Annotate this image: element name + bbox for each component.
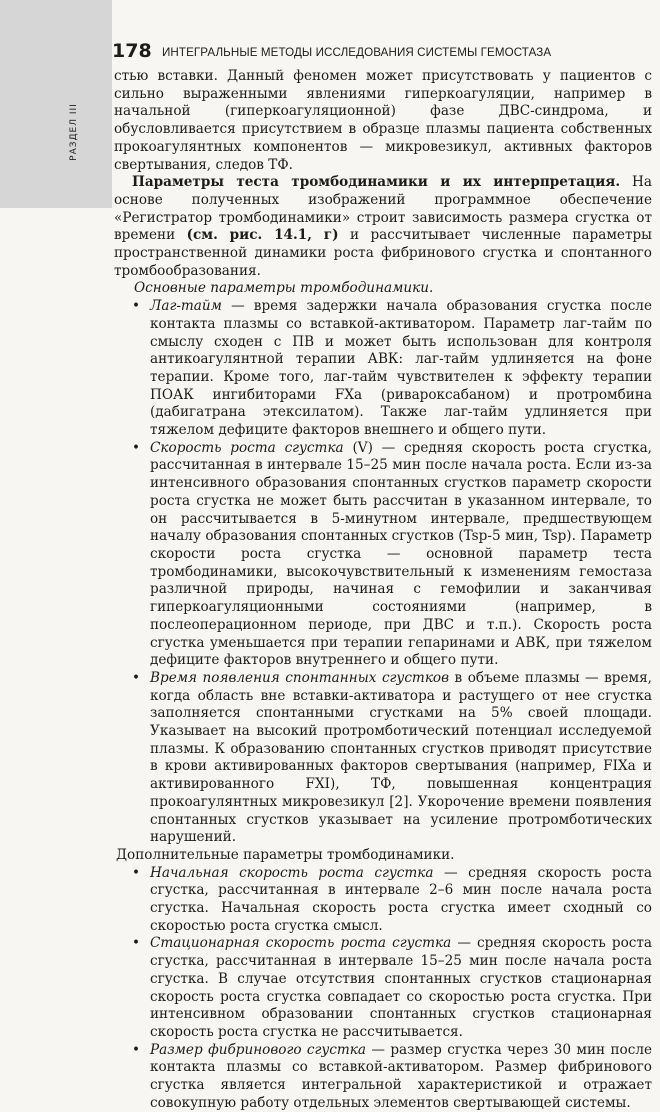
extra-params-list — [114, 865, 652, 1112]
sidebar-shade — [0, 0, 112, 208]
main-params-title: Основные параметры тромбодинамики. — [134, 280, 434, 297]
figure-reference: (см. рис. 14.1, г) — [186, 227, 339, 244]
bullet-icon: • — [132, 439, 141, 456]
term-spontaneous-clots-time: Время появления спонтанных сгустков — [150, 669, 450, 686]
desc-fibrin-clot-size: — размер сгустка через 30 мин после контакта плазмы со вставкой-активатором. Размер фибринового сгустка является интегральной характеристикой и отражает совокупную работу отдельных элементов свертывающей системы. — [150, 1041, 652, 1111]
bullet-icon: • — [132, 935, 141, 952]
main-params-list — [114, 298, 652, 847]
bullet-icon: • — [132, 669, 141, 686]
term-initial-growth-rate: Начальная скорость роста сгустка — [150, 864, 434, 881]
bullet-icon: • — [132, 1041, 141, 1058]
desc-initial-growth-rate: — средняя скорость роста сгустка, рассчитанная в интервале 2–6 мин после начала роста сгустка. Начальная скорость роста сгустка имеет сходный со скоростью роста сгустка смысл. — [150, 864, 652, 934]
desc-spontaneous-clots-time: в объеме плазмы — время, когда область вне вставки-активатора и растущего от нее сгустка заполняется спонтанными сгустками на 5% своей площади. Указывает на высокий протромботический потенциал исследуемой плазмы. К образованию спонтанных сгустков приводят присутствие в крови активированных факторов свертывания (например, FIXa и активированного FXI), ТФ, повышенная концентрация прокоагулянтных микровезикул [2]. Укорочение времени появления спонтанных сгустков указывает на усиление протромботических нарушений. — [150, 669, 653, 846]
term-clot-growth-rate: Скорость роста сгустка — [150, 439, 344, 456]
bullet-icon: • — [132, 864, 141, 881]
params-paragraph — [114, 174, 652, 280]
params-text-1: На основе полученных изображений программное обеспечение «Регистратор тромбодинамики» строит зависимость размера сгустка от времени — [114, 174, 652, 244]
term-lag-time: Лаг-тайм — [150, 298, 222, 315]
list-item-initial-growth-rate — [132, 864, 652, 936]
list-item-clot-growth-rate — [132, 439, 652, 670]
list-item-fibrin-clot-size — [132, 1041, 652, 1112]
term-stationary-growth-rate: Стационарная скорость роста сгустка — [150, 935, 452, 952]
page-header — [112, 36, 652, 64]
params-heading: Параметры теста тромбодинамики и их интерпретация. — [132, 174, 621, 191]
desc-stationary-growth-rate: — средняя скорость роста сгустка, рассчитанная в интервале 15–25 мин после начала роста сгустка. В случае отсутствия спонтанных сгустков стационарная скорость роста сгустка совпадает со скоростью роста сгустка. При интенсивном образовании спонтанных сгустков стационарная скорость роста сгустка не рассчитывается. — [150, 935, 652, 1040]
term-fibrin-clot-size: Размер фибринового сгустка — [150, 1041, 366, 1058]
list-item-stationary-growth-rate — [132, 935, 652, 1041]
desc-clot-growth-rate: (V) — средняя скорость роста сгустка, рассчитанная в интервале 15–25 мин после начала роста. Если из-за интенсивного образования спонтанных сгустков параметр скорости роста сгустка не может быть рассчитан в указанном интервале, то он рассчитывается в 5-минутном интервале, предшествующем началу образования спонтанных сгустков (Tsp-5 мин, Tsp). Параметр скорости роста сгустка — основной параметр теста тромбодинамики, высокочувствительный к изменениям гемостаза различной природы, начиная с гемофилии и заканчивая гиперкоагуляционными состояниями (например, в послеоперационном периоде, при ДВС и т.п.). Скорость роста сгустка уменьшается при терапии гепаринами и АВК, при тяжелом дефиците факторов внутреннего и общего пути. — [150, 439, 652, 669]
bullet-icon: • — [132, 298, 141, 315]
desc-lag-time: — время задержки начала образования сгустка после контакта плазмы со вставкой-активатором. Параметр лаг-тайм по смыслу сходен с ПВ и может быть использован для контроля антикоагулянтной терапии АВК: лаг-тайм удлиняется на фоне терапии. Кроме того, лаг-тайм чувствителен к эффекту терапии ПОАК ингибиторами FXa (ривароксабаном) и протромбина (дабигатрана этексилатом). Также лаг-тайм удлиняется при тяжелом дефиците факторов внешнего и общего пути. — [150, 298, 652, 439]
running-title: ИНТЕГРАЛЬНЫЕ МЕТОДЫ ИССЛЕДОВАНИЯ СИСТЕМЫ ГЕМОСТАЗА — [162, 46, 552, 59]
page-content — [114, 68, 652, 1112]
list-item-spontaneous-clots-time — [132, 669, 653, 847]
extra-params-title: Дополнительные параметры тромбодинамики. — [116, 846, 455, 863]
intro-paragraph: стью вставки. Данный феномен может присутствовать у пациентов с сильно выраженными явлениями гиперкоагуляции, например в начальной (гиперкоагуляционной) фазе ДВС-синдрома, и обусловливается присутствием в образце плазмы пациента собственных прокоагулянтных компонентов — микровезикул, активных факторов свертывания, следов ТФ. — [114, 68, 652, 173]
page-number: 178 — [112, 40, 152, 62]
section-tab — [66, 72, 82, 192]
params-text-2: и рассчитывает численные параметры пространственной динамики роста фибринового сгустка и спонтанного тромбообразования. — [114, 227, 653, 279]
section-label: РАЗДЕЛ III — [69, 103, 79, 161]
list-item-lag-time — [132, 298, 652, 440]
